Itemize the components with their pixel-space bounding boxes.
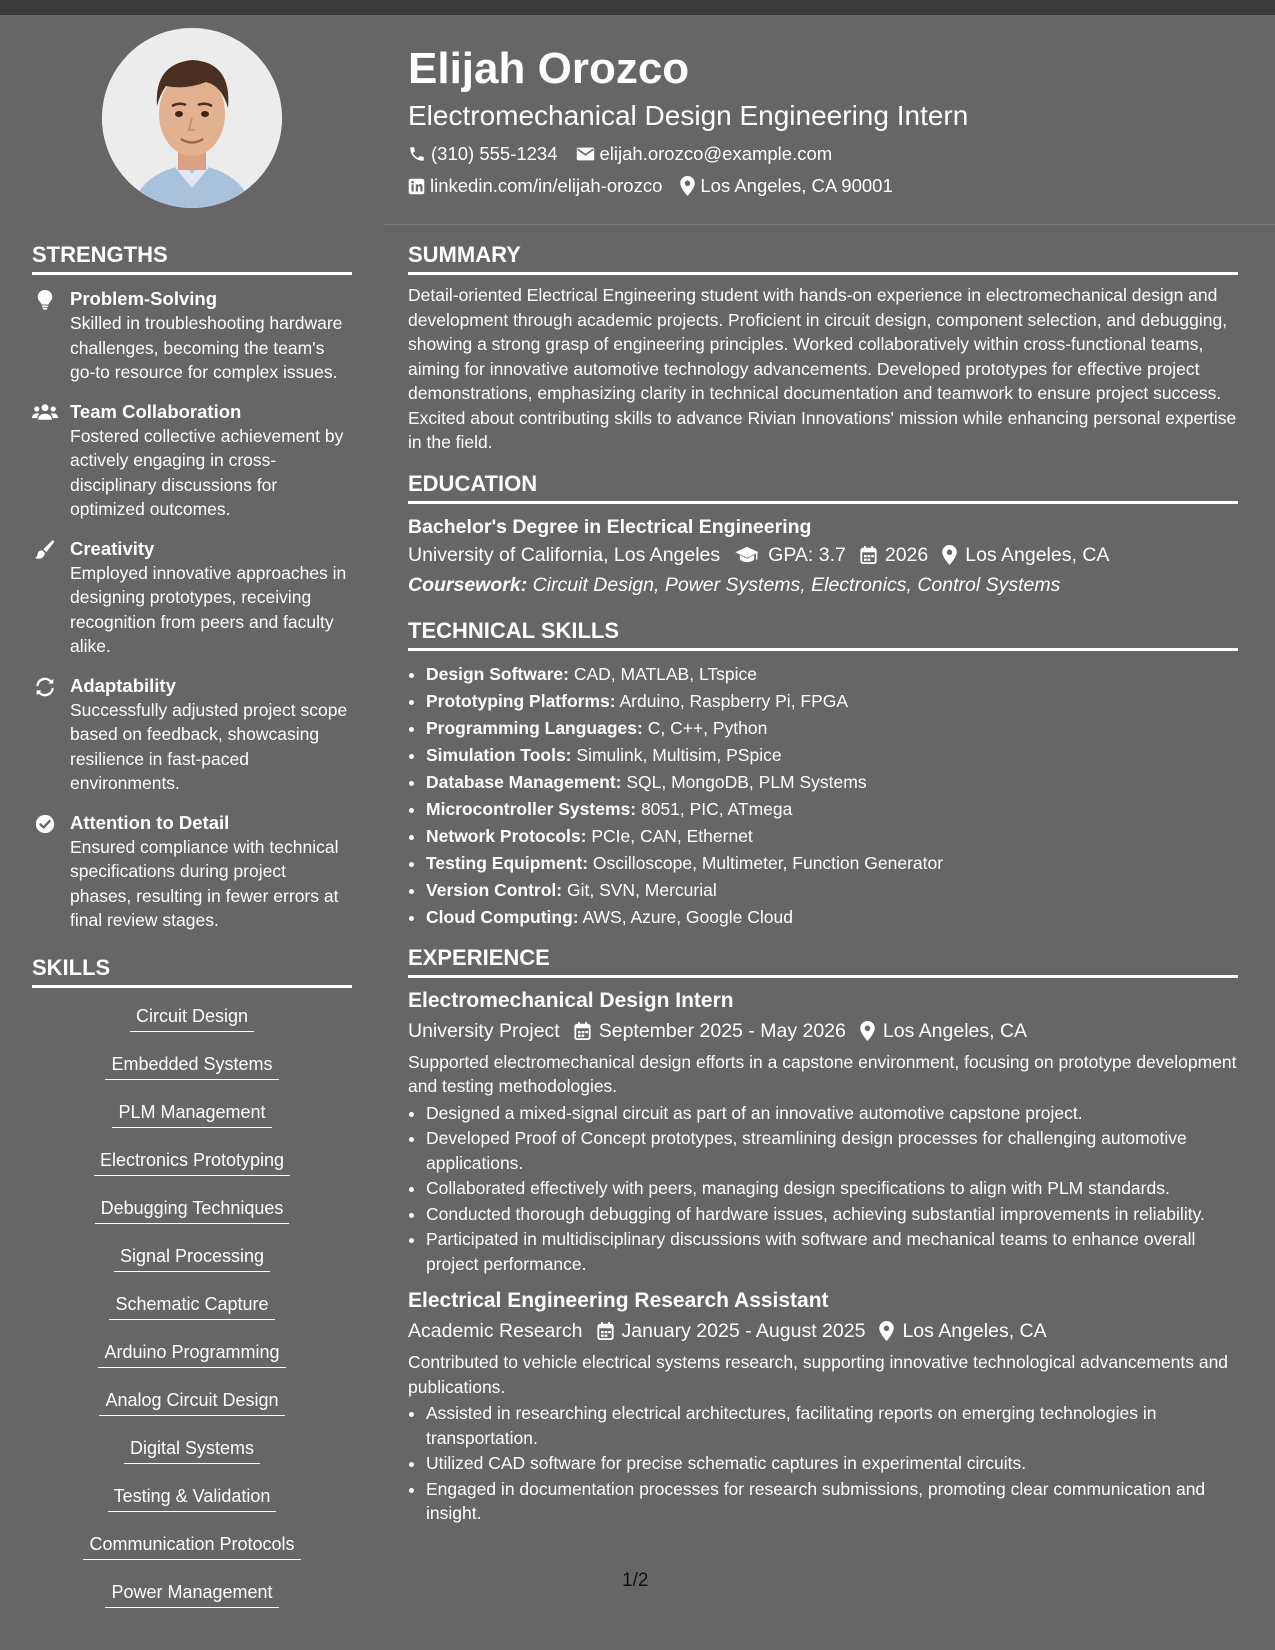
strength-desc: Employed innovative approaches in designing prototypes, receiving recognition from peers and faculty alike. — [70, 562, 347, 656]
left-column — [32, 240, 352, 1628]
job-entry — [408, 1286, 1238, 1526]
list-item: • Database Management: SQL, MongoDB, PLM Systems — [426, 769, 1238, 796]
list-item: • Version Control: Git, SVN, Mercurial — [426, 877, 1238, 904]
strength-item — [32, 811, 352, 933]
contact-row-2 — [408, 170, 1238, 202]
strength-item — [32, 537, 352, 659]
skill-tag: Testing & Validation — [108, 1484, 277, 1512]
list-item: • Collaborated effectively with peers, managing design specifications to align with PLM standards. — [426, 1176, 1238, 1201]
school-name: University of California, Los Angeles — [408, 543, 721, 566]
job-bullets — [408, 1401, 1238, 1526]
strength-title: Creativity — [70, 537, 155, 559]
page-number: 1/2 — [622, 1570, 649, 1591]
job-location-item — [860, 1016, 1027, 1046]
edu-location-item — [942, 540, 1109, 570]
strength-title: Attention to Detail — [70, 811, 230, 833]
job-location: Los Angeles, CA — [902, 1320, 1047, 1342]
candidate-title: Electromechanical Design Engineering Intern — [408, 100, 969, 131]
job-entry — [408, 986, 1238, 1277]
year-text: 2026 — [884, 543, 929, 566]
strength-desc: Fostered collective achievement by actively engaging in cross-disciplinary discussions for optimized outcomes. — [70, 425, 344, 519]
coursework-label: Coursework: — [408, 573, 528, 596]
list-item: • Simulation Tools: Simulink, Multisim, PSpice — [426, 742, 1238, 769]
right-column — [408, 240, 1238, 1527]
summary-heading: SUMMARY — [408, 240, 1238, 275]
skills-heading: SKILLS — [32, 953, 352, 988]
map-pin-icon — [680, 176, 695, 196]
gpa-item — [734, 540, 846, 570]
phone-icon — [408, 145, 426, 163]
skill-tag: PLM Management — [112, 1100, 271, 1128]
skill-tag: Analog Circuit Design — [99, 1388, 284, 1416]
edu-location-text: Los Angeles, CA — [965, 543, 1110, 566]
calendar-icon — [597, 1322, 614, 1340]
strength-item — [32, 674, 352, 796]
list-item: • Assisted in researching electrical architectures, facilitating reports on emerging technologies in transportation. — [426, 1401, 1238, 1450]
profile-photo — [102, 28, 282, 208]
degree-title: Bachelor's Degree in Electrical Engineering — [408, 515, 812, 538]
technical-skills-list — [408, 661, 1238, 931]
contact-row-1 — [408, 138, 1238, 170]
strength-item — [32, 287, 352, 385]
year-item — [860, 540, 928, 570]
summary-text: Detail-oriented Electrical Engineering student with hands-on experience in electromechanical design and development through academic projects. Proficient in circuit design, component selection, and debugging, showing a strong grasp of engineering principles. Worked collaboratively within cross-functional teams, aiming for innovative automotive technology advancements. Developed prototypes for effective project demonstrations, emphasizing clarity in technical documentation and teamwork to ensure project success. Excited about contributing skills to advance Rivian Innovations' mission while enhancing personal expertise in the field. — [408, 285, 1237, 452]
job-location-item — [879, 1316, 1046, 1346]
job-meta — [408, 1016, 1238, 1046]
header-divider — [383, 224, 1275, 225]
experience-heading: EXPERIENCE — [408, 943, 1238, 978]
sync-icon — [35, 677, 55, 697]
strength-title: Adaptability — [70, 674, 176, 696]
job-dates-item — [574, 1016, 846, 1046]
calendar-icon — [860, 546, 877, 564]
list-item: • Prototyping Platforms: Arduino, Raspberry Pi, FPGA — [426, 688, 1238, 715]
strength-title: Team Collaboration — [70, 400, 242, 422]
job-location: Los Angeles, CA — [882, 1019, 1028, 1042]
skill-tag: Power Management — [105, 1580, 278, 1608]
strength-item — [32, 400, 352, 522]
skill-tag: Embedded Systems — [105, 1052, 278, 1080]
strength-desc: Successfully adjusted project scope based on feedback, showcasing resilience in fast-paced environments. — [70, 699, 348, 793]
list-item: • Utilized CAD software for precise schematic captures in experimental circuits. — [426, 1451, 1238, 1476]
list-item: • Designed a mixed-signal circuit as part of an innovative automotive capstone project. — [426, 1101, 1238, 1126]
job-org: Academic Research — [408, 1320, 583, 1342]
list-item: • Network Protocols: PCIe, CAN, Ethernet — [426, 823, 1238, 850]
calendar-icon — [574, 1022, 591, 1040]
experience-section — [408, 943, 1238, 1526]
gpa-text: GPA: 3.7 — [768, 543, 846, 566]
paintbrush-icon — [35, 540, 55, 560]
email-contact[interactable] — [576, 138, 833, 170]
list-item: • Developed Proof of Concept prototypes, streamlining design processes for challenging automotive applications. — [426, 1126, 1238, 1175]
users-icon — [32, 403, 58, 421]
top-bar — [0, 0, 1275, 15]
skills-list — [32, 1004, 352, 1628]
candidate-name: Elijah Orozco — [408, 44, 690, 93]
job-bullets — [408, 1101, 1238, 1277]
education-heading: EDUCATION — [408, 469, 1238, 504]
job-org: University Project — [408, 1019, 560, 1042]
technical-skills-section — [408, 616, 1238, 931]
strength-title: Problem-Solving — [70, 288, 217, 309]
linkedin-contact[interactable] — [408, 170, 662, 202]
list-item: • Engaged in documentation processes for research submissions, promoting clear communication and insight. — [426, 1477, 1238, 1526]
list-item: • Design Software: CAD, MATLAB, LTspice — [426, 661, 1238, 688]
skill-tag: Digital Systems — [124, 1436, 260, 1464]
email-text[interactable]: elijah.orozco@example.com — [599, 143, 833, 164]
list-item: • Participated in multidisciplinary discussions with software and mechanical teams to enhance overall project performance. — [426, 1227, 1238, 1276]
list-item: • Microcontroller Systems: 8051, PIC, ATmega — [426, 796, 1238, 823]
strength-desc: Ensured compliance with technical specifications during project phases, resulting in fewer errors at final review stages. — [70, 836, 339, 930]
map-pin-icon — [942, 545, 957, 565]
linkedin-text[interactable]: linkedin.com/in/elijah-orozco — [430, 175, 663, 196]
skill-tag: Arduino Programming — [98, 1340, 285, 1368]
job-title: Electromechanical Design Intern — [408, 988, 734, 1012]
job-dates: September 2025 - May 2026 — [598, 1019, 846, 1042]
job-meta — [408, 1316, 1238, 1346]
skill-tag: Communication Protocols — [83, 1532, 300, 1560]
strengths-list — [32, 287, 352, 933]
map-pin-icon — [879, 1321, 894, 1341]
phone-contact — [408, 138, 558, 170]
education-meta — [408, 540, 1238, 570]
skill-tag: Debugging Techniques — [95, 1196, 290, 1224]
graduation-cap-icon — [734, 546, 760, 564]
list-item: • Cloud Computing: AWS, Azure, Google Cloud — [426, 904, 1238, 931]
lightbulb-icon — [37, 290, 53, 310]
location-text: Los Angeles, CA 90001 — [700, 175, 893, 196]
list-item: • Programming Languages: C, C++, Python — [426, 715, 1238, 742]
job-dates: January 2025 - August 2025 — [621, 1320, 866, 1342]
check-circle-icon — [35, 814, 55, 834]
strength-desc: Skilled in troubleshooting hardware challenges, becoming the team's go-to resource for complex issues. — [70, 313, 343, 382]
strengths-heading: STRENGTHS — [32, 240, 352, 275]
skill-tag: Circuit Design — [130, 1004, 254, 1032]
job-description: Supported electromechanical design efforts in a capstone environment, focusing on prototype development and testing methodologies. — [408, 1051, 1237, 1096]
education-section — [408, 469, 1238, 600]
phone-text: (310) 555-1234 — [431, 143, 558, 164]
job-title: Electrical Engineering Research Assistant — [408, 1289, 829, 1312]
skill-tag: Signal Processing — [114, 1244, 270, 1272]
location-contact — [680, 170, 892, 202]
coursework-text: Circuit Design, Power Systems, Electronics, Control Systems — [532, 573, 1061, 596]
list-item: • Testing Equipment: Oscilloscope, Multimeter, Function Generator — [426, 850, 1238, 877]
coursework-line — [408, 570, 1238, 600]
skill-tag: Schematic Capture — [109, 1292, 274, 1320]
list-item: • Conducted thorough debugging of hardware issues, achieving substantial improvements in reliability. — [426, 1202, 1238, 1227]
job-description: Contributed to vehicle electrical systems research, supporting innovative technological advancements and publications. — [408, 1352, 1229, 1397]
resume-header — [408, 40, 1238, 202]
job-dates-item — [597, 1316, 866, 1346]
envelope-icon — [576, 146, 595, 162]
linkedin-icon — [408, 178, 425, 195]
map-pin-icon — [860, 1021, 875, 1041]
technical-skills-heading: TECHNICAL SKILLS — [408, 616, 1238, 651]
skill-tag: Electronics Prototyping — [94, 1148, 290, 1176]
